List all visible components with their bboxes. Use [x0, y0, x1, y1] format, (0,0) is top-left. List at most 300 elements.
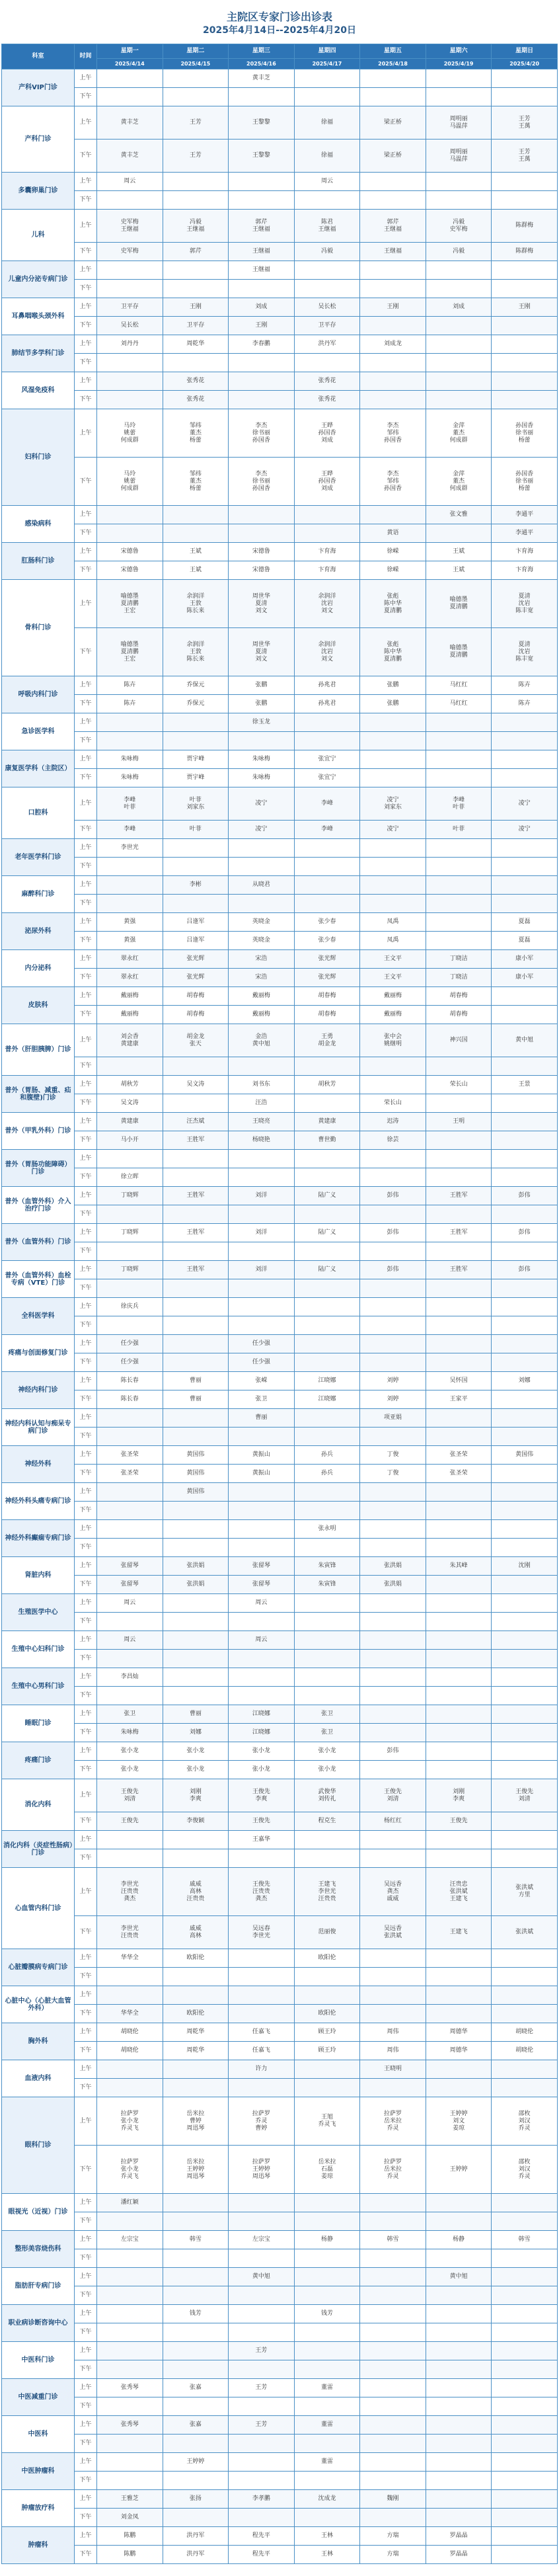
table-row [2, 1502, 558, 1520]
table-row [2, 1224, 558, 1242]
doctor-cell [360, 1298, 426, 1316]
doctor-cell: 朱咏梅 [97, 769, 163, 787]
doctor-cell: 胡春梅 [294, 987, 360, 1006]
doctor-cell: 张秀琴 [97, 2379, 163, 2397]
doctor-cell [97, 2212, 163, 2231]
doctor-cell [360, 1668, 426, 1687]
doctor-cell: 钱芳 [163, 2305, 229, 2323]
doctor-cell: 孙国香 徐书丽 杨蕾 [492, 409, 558, 458]
doctor-cell [492, 372, 558, 391]
doctor-cell: 李峰 [294, 787, 360, 821]
doctor-cell: 刘成龙 [360, 335, 426, 354]
doctor-cell [294, 1539, 360, 1557]
doctor-cell: 吴长松 [294, 298, 360, 317]
doctor-cell [229, 2360, 295, 2379]
doctor-cell: 贾宇峰 [163, 750, 229, 769]
doctor-cell: 曹丽 [163, 1705, 229, 1724]
doctor-cell [492, 1539, 558, 1557]
doctor-cell: 马玲 姚蕾 何成群 [97, 409, 163, 458]
doctor-cell: 左宗宝 [97, 2231, 163, 2249]
doctor-cell: 周乾华 [163, 2023, 229, 2042]
doctor-cell [492, 1705, 558, 1724]
time-slot: 下午 [75, 1279, 97, 1298]
table-row [2, 1131, 558, 1150]
doctor-cell: 吴远香 龚杰 戚威 [360, 1868, 426, 1916]
doctor-cell: 张光辉 [294, 950, 360, 969]
doctor-cell: 岳米拉 石磊 姜琼 [294, 2146, 360, 2194]
table-row [2, 1205, 558, 1224]
doctor-cell: 任嘉飞 [229, 2023, 295, 2042]
time-slot: 上午 [75, 1335, 97, 1353]
dept-name: 睡眠门诊 [2, 1705, 75, 1742]
doctor-cell: 刘成 [229, 298, 295, 317]
doctor-cell [360, 2397, 426, 2416]
doctor-cell: 刘娜 [492, 1372, 558, 1390]
dept-name: 职业病诊断咨询中心 [2, 2305, 75, 2342]
doctor-cell [426, 69, 492, 88]
doctor-cell: 王芳 [163, 106, 229, 140]
doctor-cell: 史军梅 王继福 [97, 210, 163, 243]
time-slot: 下午 [75, 1812, 97, 1831]
doctor-cell [97, 732, 163, 750]
doctor-cell [294, 2249, 360, 2268]
doctor-cell [426, 1613, 492, 1631]
doctor-cell: 王晔 孙国香 刘成 [294, 409, 360, 458]
table-row [2, 858, 558, 876]
doctor-cell: 黄中旭 [426, 2268, 492, 2286]
table-row [2, 335, 558, 354]
table-row [2, 2079, 558, 2097]
time-slot: 上午 [75, 506, 97, 524]
doctor-cell [492, 354, 558, 372]
table-row [2, 2472, 558, 2490]
doctor-cell [97, 2360, 163, 2379]
doctor-cell: 夏清 沈岩 陈丰宽 [492, 628, 558, 676]
doctor-cell: 吕逢军 [163, 913, 229, 932]
day-header-5: 星期五 [360, 44, 426, 59]
doctor-cell: 胡金龙 张天 [163, 1024, 229, 1057]
doctor-cell: 任少强 [97, 1335, 163, 1353]
doctor-cell [360, 750, 426, 769]
doctor-cell: 王芳 [229, 2416, 295, 2435]
time-slot: 上午 [75, 372, 97, 391]
doctor-cell [426, 1335, 492, 1353]
doctor-cell [163, 1279, 229, 1298]
table-row [2, 1916, 558, 1949]
table-row [2, 243, 558, 261]
time-slot: 上午 [75, 106, 97, 140]
doctor-cell [97, 2249, 163, 2268]
doctor-cell: 王刚 [229, 317, 295, 335]
doctor-cell [163, 2212, 229, 2231]
doctor-cell: 冯毅 [294, 243, 360, 261]
doctor-cell: 王晓亮 [229, 1113, 295, 1131]
doctor-cell: 沈成龙 [294, 2490, 360, 2509]
doctor-cell: 张留琴 [229, 1576, 295, 1594]
doctor-cell [426, 2342, 492, 2360]
doctor-cell: 胡晓伦 [492, 2023, 558, 2042]
doctor-cell: 陈群梅 [492, 210, 558, 243]
doctor-cell: 荣长山 [426, 1076, 492, 1094]
doctor-cell [163, 1298, 229, 1316]
table-row [2, 732, 558, 750]
doctor-cell [492, 1724, 558, 1742]
doctor-cell: 胡晓伦 [97, 2042, 163, 2060]
table-row [2, 1261, 558, 1279]
dept-name: 普外（肝胆胰脾）门诊 [2, 1024, 75, 1076]
doctor-cell [426, 1316, 492, 1335]
doctor-cell [97, 1483, 163, 1502]
time-slot: 上午 [75, 1779, 97, 1812]
table-row [2, 1849, 558, 1868]
doctor-cell: 张洪娟 [163, 1557, 229, 1576]
doctor-cell: 卞育海 [492, 561, 558, 580]
doctor-cell [492, 987, 558, 1006]
doctor-cell [163, 2323, 229, 2342]
doctor-cell [163, 1986, 229, 2005]
table-row [2, 1868, 558, 1916]
time-slot: 上午 [75, 298, 97, 317]
time-slot: 下午 [75, 354, 97, 372]
doctor-cell: 孙兵 [294, 1446, 360, 1465]
doctor-cell [163, 506, 229, 524]
doctor-cell: 邹纬 董杰 杨蕾 [163, 409, 229, 458]
doctor-cell [360, 1205, 426, 1224]
table-row [2, 2268, 558, 2286]
doctor-cell [360, 2249, 426, 2268]
doctor-cell [492, 2490, 558, 2509]
doctor-cell: 彭伟 [492, 1187, 558, 1205]
doctor-cell: 王继福 [360, 243, 426, 261]
doctor-cell: 张小龙 [229, 1742, 295, 1761]
doctor-cell: 潘红颖 [97, 2194, 163, 2212]
time-slot: 上午 [75, 1742, 97, 1761]
doctor-cell: 黄振山 [229, 1446, 295, 1465]
doctor-cell [492, 1335, 558, 1353]
dept-name: 麻醉科门诊 [2, 876, 75, 913]
table-row [2, 580, 558, 628]
dept-name: 血液内科 [2, 2060, 75, 2097]
doctor-cell: 王刚 [163, 298, 229, 317]
time-slot: 下午 [75, 2509, 97, 2527]
doctor-cell [163, 858, 229, 876]
doctor-cell [294, 1242, 360, 1261]
time-slot: 上午 [75, 713, 97, 732]
doctor-cell [163, 88, 229, 106]
doctor-cell: 周云 [229, 1631, 295, 1650]
dept-name: 内分泌科 [2, 950, 75, 987]
table-row [2, 1372, 558, 1390]
time-slot: 下午 [75, 2146, 97, 2194]
doctor-cell [492, 1949, 558, 1968]
time-slot: 下午 [75, 969, 97, 987]
time-slot: 下午 [75, 1761, 97, 1779]
table-row [2, 1076, 558, 1094]
doctor-cell [294, 2268, 360, 2286]
doctor-cell [492, 2194, 558, 2212]
doctor-cell [294, 1668, 360, 1687]
doctor-cell: 李俊颖 [163, 1812, 229, 1831]
doctor-cell: 刘丹丹 [97, 335, 163, 354]
doctor-cell: 夏磊 [492, 932, 558, 950]
table-row [2, 2194, 558, 2212]
doctor-cell [97, 2079, 163, 2097]
doctor-cell [492, 2472, 558, 2490]
doctor-cell: 王胜军 [426, 1224, 492, 1242]
doctor-cell [492, 750, 558, 769]
doctor-cell: 曹丽 [229, 1409, 295, 1428]
doctor-cell: 黄中旭 [229, 2268, 295, 2286]
doctor-cell [294, 354, 360, 372]
doctor-cell [294, 261, 360, 280]
doctor-cell [229, 524, 295, 543]
time-slot: 下午 [75, 1242, 97, 1261]
date-header-4: 2025/4/17 [294, 59, 360, 69]
doctor-cell [229, 372, 295, 391]
header [0, 0, 559, 44]
time-slot: 上午 [75, 2490, 97, 2509]
doctor-cell [426, 2509, 492, 2527]
doctor-cell: 李世光 汪贵贵 [97, 1916, 163, 1949]
doctor-cell [492, 1298, 558, 1316]
doctor-cell: 许力 [229, 2060, 295, 2079]
doctor-cell [163, 1168, 229, 1187]
time-slot: 上午 [75, 1261, 97, 1279]
doctor-cell: 从晓君 [229, 876, 295, 895]
doctor-cell: 李孝鹏 [229, 2490, 295, 2509]
doctor-cell [360, 317, 426, 335]
doctor-cell [360, 1150, 426, 1168]
doctor-cell [426, 2397, 492, 2416]
doctor-cell [426, 1539, 492, 1557]
time-slot: 上午 [75, 839, 97, 858]
time-slot: 上午 [75, 1224, 97, 1242]
table-row [2, 1520, 558, 1539]
doctor-cell [360, 1316, 426, 1335]
doctor-cell: 贾宇峰 [163, 769, 229, 787]
doctor-cell: 王林 [294, 2546, 360, 2564]
time-slot: 下午 [75, 1205, 97, 1224]
doctor-cell: 刘婷 [360, 1372, 426, 1390]
doctor-cell: 张光辉 [163, 950, 229, 969]
date-header-1: 2025/4/14 [97, 59, 163, 69]
doctor-cell [492, 1849, 558, 1868]
doctor-cell: 陈卉 [492, 695, 558, 713]
doctor-cell [97, 858, 163, 876]
doctor-cell [229, 2249, 295, 2268]
doctor-cell: 李世光 [97, 839, 163, 858]
doctor-cell: 胡晓伦 [492, 2042, 558, 2060]
doctor-cell: 江晓娜 [294, 1390, 360, 1409]
doctor-cell: 徐福 [294, 106, 360, 140]
doctor-cell: 王明 [426, 1113, 492, 1131]
doctor-cell: 王刚 [360, 298, 426, 317]
time-slot: 上午 [75, 1868, 97, 1916]
time-slot: 上午 [75, 1446, 97, 1465]
doctor-cell: 洪丹军 [163, 2546, 229, 2564]
time-slot: 下午 [75, 88, 97, 106]
doctor-cell [360, 1650, 426, 1668]
doctor-cell: 武俊华 刘传礼 [294, 1779, 360, 1812]
doctor-cell [492, 1113, 558, 1131]
doctor-cell [163, 261, 229, 280]
doctor-cell: 张留琴 [229, 1557, 295, 1576]
doctor-cell [426, 2360, 492, 2379]
doctor-cell: 拉萨罗 张小龙 乔灵飞 [97, 2146, 163, 2194]
doctor-cell: 张圣荣 [97, 1446, 163, 1465]
doctor-cell [360, 1335, 426, 1353]
doctor-cell: 杨晓艳 [229, 1131, 295, 1150]
doctor-cell [492, 2305, 558, 2323]
doctor-cell: 李通平 [492, 506, 558, 524]
time-slot: 上午 [75, 1986, 97, 2005]
doctor-cell [229, 2005, 295, 2023]
doctor-cell [163, 1242, 229, 1261]
time-slot: 下午 [75, 1168, 97, 1187]
doctor-cell [163, 1150, 229, 1168]
time-slot: 下午 [75, 1006, 97, 1024]
dept-name: 肾脏内科 [2, 1557, 75, 1594]
doctor-cell [426, 713, 492, 732]
doctor-cell [229, 1502, 295, 1520]
doctor-cell: 周世华 夏清 刘文 [229, 628, 295, 676]
time-slot: 上午 [75, 1483, 97, 1502]
doctor-cell [360, 839, 426, 858]
doctor-cell [360, 2453, 426, 2472]
doctor-cell [492, 1761, 558, 1779]
doctor-cell [229, 2472, 295, 2490]
doctor-cell: 黄国伟 [492, 1446, 558, 1465]
doctor-cell [294, 69, 360, 88]
doctor-cell: 彭伟 [492, 1261, 558, 1279]
time-slot: 下午 [75, 2005, 97, 2023]
doctor-cell [294, 713, 360, 732]
doctor-cell: 张秀琴 [97, 2416, 163, 2435]
doctor-cell [426, 1986, 492, 2005]
doctor-cell: 岳米拉 曹婷 周迅琴 [163, 2097, 229, 2146]
doctor-cell: 张彪 陈中华 夏清鹏 [360, 628, 426, 676]
doctor-cell: 王斌 [163, 561, 229, 580]
time-slot: 下午 [75, 1390, 97, 1409]
doctor-cell: 江晓娜 [294, 1372, 360, 1390]
doctor-cell [492, 1687, 558, 1705]
doctor-cell [97, 1150, 163, 1168]
doctor-cell [426, 1761, 492, 1779]
time-slot: 下午 [75, 2286, 97, 2305]
table-row [2, 1650, 558, 1668]
doctor-cell: 李世光 汪贵贵 龚杰 [97, 1868, 163, 1916]
table-row [2, 1594, 558, 1613]
doctor-cell [492, 191, 558, 210]
doctor-cell: 张鹏 [229, 695, 295, 713]
time-slot: 下午 [75, 524, 97, 543]
doctor-cell [97, 1428, 163, 1446]
doctor-cell: 张留琴 [97, 1576, 163, 1594]
dept-name: 眼视光（近视）门诊 [2, 2194, 75, 2231]
time-slot: 上午 [75, 2194, 97, 2212]
doctor-cell [229, 280, 295, 298]
doctor-cell: 刘娜 [163, 1724, 229, 1742]
doctor-cell [360, 1520, 426, 1539]
doctor-cell: 宋德鲁 [229, 561, 295, 580]
doctor-cell [360, 88, 426, 106]
doctor-cell: 喻德墨 夏清鹏 [426, 628, 492, 676]
doctor-cell: 刘洋 [229, 1261, 295, 1279]
table-row [2, 524, 558, 543]
doctor-cell: 徐庆兵 [97, 1298, 163, 1316]
doctor-cell: 张留琴 [97, 1557, 163, 1576]
doctor-cell [294, 1650, 360, 1668]
dept-name: 整形美容烧伤科 [2, 2231, 75, 2268]
doctor-cell [229, 191, 295, 210]
doctor-cell [294, 1483, 360, 1502]
dept-name: 感染病科 [2, 506, 75, 543]
doctor-cell [426, 1650, 492, 1668]
doctor-cell [426, 2194, 492, 2212]
time-slot: 上午 [75, 580, 97, 628]
doctor-cell: 周云 [229, 1594, 295, 1613]
doctor-cell: 王晓明 [360, 2060, 426, 2079]
time-slot: 上午 [75, 409, 97, 458]
dept-name: 妇科门诊 [2, 409, 75, 506]
doctor-cell: 陈鹏 [97, 2527, 163, 2546]
doctor-cell [294, 524, 360, 543]
day-header-7: 星期日 [492, 44, 558, 59]
doctor-cell [492, 2005, 558, 2023]
doctor-cell: 王胜军 [163, 1224, 229, 1242]
doctor-cell [294, 876, 360, 895]
doctor-cell [163, 1353, 229, 1372]
doctor-cell: 李杰 徐书丽 孙国香 [229, 409, 295, 458]
time-slot: 下午 [75, 695, 97, 713]
doctor-cell [492, 1205, 558, 1224]
doctor-cell: 周云 [97, 1631, 163, 1650]
time-slot: 上午 [75, 1594, 97, 1613]
doctor-cell: 吴怀国 [426, 1372, 492, 1390]
time-slot: 上午 [75, 1187, 97, 1205]
doctor-cell [229, 2509, 295, 2527]
day-header-2: 星期二 [163, 44, 229, 59]
doctor-cell [97, 506, 163, 524]
doctor-cell: 方瑞 [360, 2546, 426, 2564]
table-row [2, 2509, 558, 2527]
doctor-cell: 程先平 [229, 2527, 295, 2546]
doctor-cell: 李峰 叶菲 [97, 787, 163, 821]
doctor-cell: 徐福 [294, 140, 360, 173]
table-row [2, 409, 558, 458]
doctor-cell [360, 1724, 426, 1742]
time-slot: 下午 [75, 2042, 97, 2060]
doctor-cell: 洪丹军 [163, 2527, 229, 2546]
dept-name: 生殖中心男科门诊 [2, 1668, 75, 1705]
doctor-cell [426, 173, 492, 191]
doctor-cell [229, 88, 295, 106]
doctor-cell: 乔保元 [163, 676, 229, 695]
table-row [2, 1024, 558, 1057]
time-slot: 下午 [75, 280, 97, 298]
doctor-cell [492, 2286, 558, 2305]
doctor-cell [97, 1539, 163, 1557]
doctor-cell [492, 1150, 558, 1168]
table-row [2, 106, 558, 140]
doctor-cell [426, 524, 492, 543]
doctor-cell: 王斌 [163, 543, 229, 561]
doctor-cell [426, 2305, 492, 2323]
doctor-cell: 邵枚 刘汉 乔灵 [492, 2097, 558, 2146]
doctor-cell [229, 2397, 295, 2416]
doctor-cell: 欧阳伦 [163, 1949, 229, 1968]
doctor-cell [294, 1316, 360, 1335]
